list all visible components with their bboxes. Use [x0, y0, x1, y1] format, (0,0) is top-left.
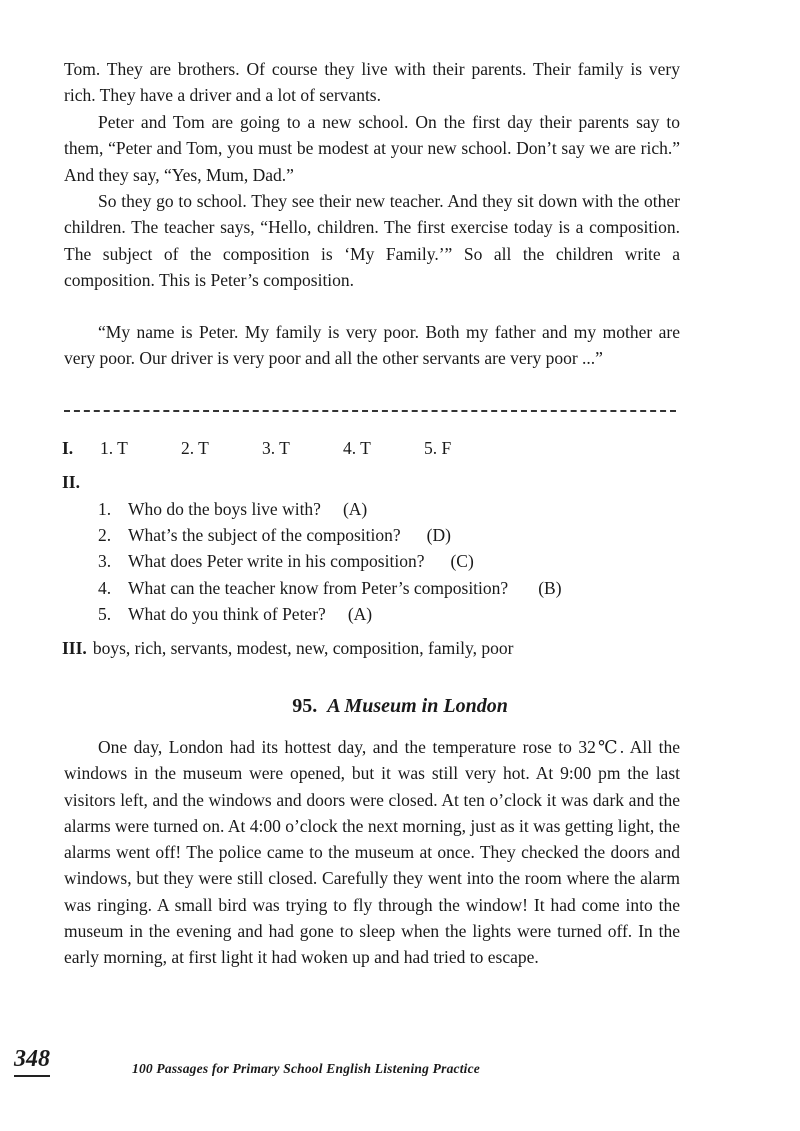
question-item: 2. What’s the subject of the composition? (D) — [98, 522, 562, 548]
question-list — [98, 496, 562, 627]
answer-section-1 — [62, 436, 505, 460]
answer-section-2-heading — [62, 470, 80, 494]
question-text: What can the teacher know from Peter’s composition? — [128, 577, 509, 598]
story-paragraph-4: “My name is Peter. My family is very poor. Both my father and my mother are very poor. Our driver is very poor and all the other servants are very poor ...” — [64, 322, 680, 369]
question-text: What do you think of Peter? — [128, 603, 326, 624]
question-answer: (D) — [426, 525, 451, 546]
story-paragraph-1: Tom. They are brothers. Of course they live with their parents. Their family is very rich. They have a driver and a lot of servants. — [64, 59, 680, 106]
question-answer: (A) — [342, 499, 368, 519]
section-2-label: II. — [62, 472, 80, 492]
book-title: 100 Passages for Primary School English Listening Practice — [132, 1061, 480, 1076]
question-answer: (B) — [538, 577, 562, 598]
section-3-label: III. — [62, 638, 87, 658]
passage-title — [0, 692, 800, 720]
tf-answer: 2. T — [181, 438, 209, 458]
story-paragraph-2: Peter and Tom are going to a new school. On the first day their parents say to them, “Peter and Tom, you must be modest at your new school. Don’t say we are rich.” And they say, “Yes, Mum, Dad.” — [64, 112, 680, 185]
tf-answer: 5. F — [424, 438, 452, 458]
page-number: 348 — [14, 1044, 50, 1077]
question-item: 5. What do you think of Peter? (A) — [98, 601, 562, 627]
word-list: boys, rich, servants, modest, new, composition, family, poor — [92, 638, 514, 658]
tf-answer: 4. T — [343, 438, 371, 458]
section-1-label: I. — [62, 438, 74, 458]
question-item: 3. What does Peter write in his composition? (C) — [98, 548, 562, 574]
passage-number: 95. — [292, 695, 318, 717]
question-text: What’s the subject of the composition? — [128, 525, 401, 546]
passage-title-text: A Museum in London — [327, 695, 508, 717]
story-paragraph-3: So they go to school. They see their new teacher. And they sit down with the other children. The teacher says, “Hello, children. The first exercise today is a composition. The subject of the composition is ‘My Family.’” So all the children write a composition. This is Peter’s composition. — [64, 191, 680, 290]
question-answer: (C) — [450, 551, 474, 572]
question-text: What does Peter write in his composition? — [128, 551, 425, 572]
question-text: Who do the boys live with? — [128, 499, 321, 519]
question-answer: (A) — [347, 603, 373, 624]
question-item: 4. What can the teacher know from Peter’s composition? (B) — [98, 575, 562, 601]
answer-section-3 — [62, 636, 513, 660]
tf-answer: 1. T — [100, 438, 128, 458]
passage-body: One day, London had its hottest day, and the temperature rose to 32℃. All the windows in the museum were opened, but it was still very hot. At 9:00 pm the last visitors left, and the windows and doors were closed. At ten o’clock it was dark and the alarms were turned on. At 4:00 o’clock the next morning, just as it was getting light, the alarms went off! The police came to the museum at once. They checked the doors and windows, but they were still closed. Carefully they went into the room where the alarm was ringing. A small bird was trying to fly through the window! It had come into the museum in the evening and had gone to sleep when the lights were turned off. In the early morning, at first light it had woken up and had tried to escape. — [64, 737, 680, 968]
section-divider — [64, 410, 676, 412]
question-item: 1. Who do the boys live with? (A) — [98, 496, 562, 522]
tf-answer: 3. T — [262, 438, 290, 458]
